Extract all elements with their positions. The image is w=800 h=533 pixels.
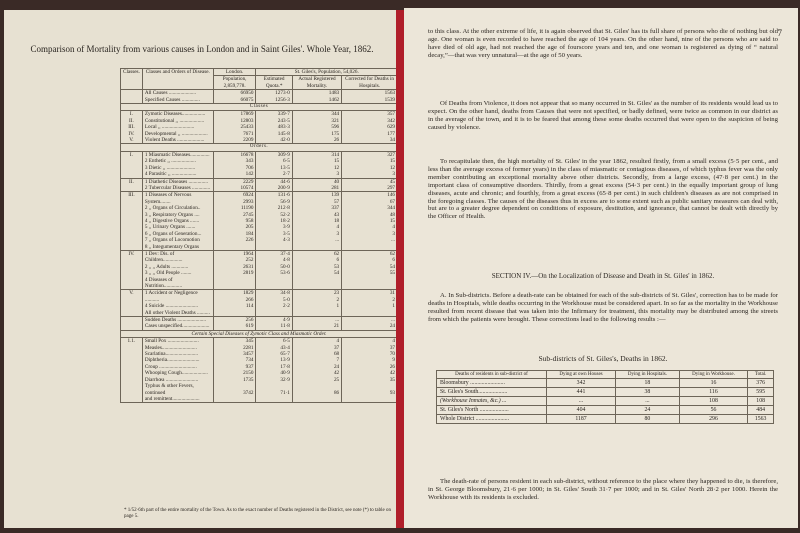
sub-table-value: 56 bbox=[679, 406, 748, 415]
sub-table-value: 16 bbox=[679, 379, 748, 388]
estimated-cell: 6·5 43·4 65·7 13·9 17·8 40·9 32·9 71·1 bbox=[256, 338, 292, 403]
header-classes: Classes. bbox=[121, 69, 143, 90]
cause-cell: 1 Accident or Negligence ........... 4 Suicide ......................... All other Violent Deaths .......... bbox=[142, 290, 213, 317]
corrected-cell: 327 15 12 3 bbox=[342, 151, 398, 178]
corrected-cell: 31 2 1 bbox=[342, 290, 398, 317]
paragraph-2: Of Deaths from Violence, it does not appear that so many occurred in St. Giles' as the number of its residents would lead us to expect. On the other hand, deaths from Causes that were not specified, or badly defined, were twice as common in our district as in the average of the town, and it is to be feared that among these some deaths occurred that were open to the suspicion of being caused by violence. bbox=[428, 100, 778, 131]
estimated-cell: 131·6 56·9 212·8 52·2 18·2 3·9 3·5 4·3 bbox=[256, 192, 292, 251]
class-cell: III. bbox=[121, 192, 143, 251]
cause-cell: 1 Dev: Dis. of Children............... 2 ,, ,, Adults ............. 3 ,, ,, Old People ........ 4 Diseases of Nutrition.............. bbox=[142, 250, 213, 289]
mortality-table bbox=[120, 68, 398, 403]
cause-cell: All Causes ..................... Specified Causes .............. bbox=[142, 90, 213, 104]
actual-cell: 1483 1462 bbox=[292, 90, 341, 104]
estimated-cell: 44·6 200·9 bbox=[256, 178, 292, 192]
sub-table-value: 484 bbox=[748, 406, 774, 415]
class-cell: IV. bbox=[121, 250, 143, 289]
title-text: Comparison of Mortality from various causes in London and in Saint Giles'. Whole Year, 1862. bbox=[30, 44, 374, 54]
sub-table-value: 1187 bbox=[546, 415, 615, 424]
paragraph-4: A. In Sub-districts. Before a death-rate can be obtained for each of the sub-districts of St. Giles', correction has to be made for deaths in Hospitals, while deaths occurring in the Workhouse must be considered apart. In so far as the mortality in the Workhouse resulted from recent disease that was taken into the Infirmary for treatment, this mortality may be distributed among the streets from which the patients were brought. These corrections lead to the following results :— bbox=[428, 292, 778, 323]
cause-cell: Sudden Deaths ...................... Cases unspecified..................... bbox=[142, 317, 213, 331]
class-cell bbox=[121, 90, 143, 104]
london-cell: 16678 343 706 142 bbox=[213, 151, 256, 178]
table-row bbox=[121, 111, 398, 144]
table-row bbox=[121, 338, 398, 403]
subdistrict-table bbox=[436, 370, 774, 424]
corrected-cell: 62 6 54 55 bbox=[342, 250, 398, 289]
london-cell: 256 619 bbox=[213, 317, 256, 331]
table-row bbox=[121, 90, 398, 104]
sub-header-cell: Deaths of residents in sub-district of bbox=[437, 371, 547, 379]
sub-header-cell: Dying at own Houses bbox=[546, 371, 615, 379]
sub-table-row bbox=[437, 388, 774, 397]
special-diseases-label: Certain Special Diseases of Zymotic Class and Miasmatic Order. bbox=[121, 330, 398, 337]
sub-table-row bbox=[437, 415, 774, 424]
sub-table-value: ... bbox=[546, 397, 615, 406]
actual-cell: 23 2 1 bbox=[292, 290, 341, 317]
right-page bbox=[404, 8, 798, 528]
sub-table-body bbox=[437, 379, 774, 424]
class-cell: I. II. III. IV. V. bbox=[121, 111, 143, 144]
estimated-cell: 1273·0 1256·3 bbox=[256, 90, 292, 104]
sub-table-value: 342 bbox=[546, 379, 615, 388]
actual-cell: 40 281 bbox=[292, 178, 341, 192]
sub-table-value: 24 bbox=[616, 406, 680, 415]
corrected-cell: 146 67 344 48 15 4 3 ... bbox=[342, 192, 398, 251]
paragraph-3: To recapitulate then, the high mortality of St. Giles' in the year 1862, resulted firstly, from a small excess (5·5 per cent., and less than the average excess of former years) in the class of miasmatic or contagious diseases, of which typhus fever was the only member contributing an exceptional mortality above other districts. Secondly, from a large excess, (47·8 per cent.) in the important class of consumptive disorders. Thirdly, from a great excess (54·3 per cent.) in the equally important group of lung diseases, acute and chronic; and fourthly, from a great excess (65·8 per cent.) in such children's diseases as are not comprised in the foregoing classes. The causes of the diseases thus in excess are to some extent such as public sanitary measures can deal with, but are to a greater degree dependent on conditions of exposure, destitution, and ignorance, that cannot be dealt with directly by the Officer of Health. bbox=[428, 158, 778, 221]
sub-table-value: 296 bbox=[679, 415, 748, 424]
sub-table-row bbox=[437, 397, 774, 406]
sub-table-value: 80 bbox=[616, 415, 680, 424]
header-causes: Classes and Orders of Disease. bbox=[142, 69, 213, 90]
sub-table-title: Sub-districts of St. Giles's, Deaths in 1862. bbox=[538, 354, 668, 363]
class-cell: V. bbox=[121, 290, 143, 317]
table-title bbox=[12, 44, 392, 54]
actual-cell: 62 6 53 54 bbox=[292, 250, 341, 289]
sub-table-value: 376 bbox=[748, 379, 774, 388]
estimated-cell: 34·8 5·0 2·2 bbox=[256, 290, 292, 317]
sub-table-value: 108 bbox=[748, 397, 774, 406]
london-cell: 1964 252 2631 2819 bbox=[213, 250, 256, 289]
actual-cell: 4 37 68 7 24 42 25 86 bbox=[292, 338, 341, 403]
table-row bbox=[121, 151, 398, 178]
paragraph-1: to this class. At the other extreme of life, it is again observed that St. Giles' has its full share of persons who die of nothing but old age. One woman is even recorded to have reached the age of 104 years. On the other hand, nine of the persons who are said to have died of old age, had not reached the age of fourscore years and ten, and one woman is registered as dying of “ natural decay,”—that was very unnatural—at the age of 50 years. bbox=[428, 28, 778, 59]
actual-cell: 314 15 12 3 bbox=[292, 151, 341, 178]
sub-table-value: 38 bbox=[616, 388, 680, 397]
class-cell: II. bbox=[121, 178, 143, 192]
actual-cell: ... 21 bbox=[292, 317, 341, 331]
corrected-cell: 4 37 70 9 26 42 35 93 bbox=[342, 338, 398, 403]
section-label: Classes bbox=[121, 104, 398, 111]
table-body bbox=[121, 90, 398, 403]
cause-cell: 1 Diathetic Diseases ............... 2 Tubercular Diseases .............. bbox=[142, 178, 213, 192]
header-actual: Actual Registered Mortality. bbox=[292, 76, 341, 90]
corrected-cell: 1563 1539 bbox=[342, 90, 398, 104]
table-row bbox=[121, 178, 398, 192]
sub-table-value: 116 bbox=[679, 388, 748, 397]
sub-district-name: St. Giles's South.................... bbox=[437, 388, 547, 397]
left-page bbox=[4, 10, 402, 528]
table-row bbox=[121, 104, 398, 111]
london-cell: 17869 12803 25433 7671 2209 bbox=[213, 111, 256, 144]
sub-table-value: 108 bbox=[679, 397, 748, 406]
section-label: Orders. bbox=[121, 144, 398, 151]
header-population: Population, 2,859,778. bbox=[213, 76, 256, 90]
sub-district-name: St. Giles's North .................... bbox=[437, 406, 547, 415]
table-row bbox=[121, 290, 398, 317]
sub-district-name: Bloomsbury ........................ bbox=[437, 379, 547, 388]
london-cell: 66950 66075 bbox=[213, 90, 256, 104]
actual-cell: 344 321 596 175 26 bbox=[292, 111, 341, 144]
table-row bbox=[121, 250, 398, 289]
estimated-cell: 309·9 6·5 13·5 2·7 bbox=[256, 151, 292, 178]
table-row bbox=[121, 144, 398, 151]
cause-cell: Small Pox ........................ Measles........................... Scarlatina......................... Diphtheria......................... Croup ............................. Whooping Cough.................... Diarrhœa ......................... Typhus & other Fevers, continued and remittent..................... bbox=[142, 338, 213, 403]
header-stgiles: St. Giles's, Population, 54,026. bbox=[256, 69, 398, 76]
london-cell: 1829 266 114 bbox=[213, 290, 256, 317]
header-estimated: Estimated Quota.* bbox=[256, 76, 292, 90]
sub-table-row bbox=[437, 379, 774, 388]
sub-table-value: ... bbox=[616, 397, 680, 406]
cause-cell: Zymotic Diseases.................. Constitutional ,, ................... Local ,, ......................... Developmental ,, .................... Violent Deaths ..................... bbox=[142, 111, 213, 144]
table-row bbox=[121, 192, 398, 251]
sub-table-value: 441 bbox=[546, 388, 615, 397]
table-row bbox=[121, 330, 398, 337]
sub-table-value: 404 bbox=[546, 406, 615, 415]
class-cell: I. bbox=[121, 151, 143, 178]
footnote: * 1/52·6th part of the entire mortality of the Town. As to the exact number of Deaths registered in the District, see note (*) to table on page 5. bbox=[124, 508, 391, 519]
london-cell: 345 2281 3457 734 937 2150 1735 3742 bbox=[213, 338, 256, 403]
table-row bbox=[121, 317, 398, 331]
corrected-cell: ... 24 bbox=[342, 317, 398, 331]
section-heading: SECTION IV.—On the Localization of Disease and Death in St. Giles' in 1862. bbox=[491, 272, 715, 280]
cause-cell: 1 Miasmatic Diseases............... 2 Enthetic ,, ................... 3 Dietic ,, ...................... 4 Parasitic ,, ................... bbox=[142, 151, 213, 178]
sub-table-header bbox=[437, 371, 774, 379]
london-cell: 6924 2993 11190 2745 958 205 184 226 bbox=[213, 192, 256, 251]
sub-table-value: 1563 bbox=[748, 415, 774, 424]
cause-cell: 1 Diseases of Nervous System........ 2 ,, Organs of Circulation.. 3 ,, Respiratory Organs .... 4 ,, Digestive Organs ....... 5 ,, Urinary Organs ....... 6 ,, Organs of Generation... 7 ,, Organs of Locomotion 8 ,, Integumentary Organs bbox=[142, 192, 213, 251]
paragraph-5: The death-rate of persons resident in each sub-district, without reference to the place where they happened to die, is therefore, in St. George Bloomsbury, 21·6 per 1000; in St. Giles' South 31·7 per 1000; and in St. Giles' North 28·2 per 1000. Herein the Workhouse with its residents is excluded. bbox=[428, 478, 778, 501]
class-cell bbox=[121, 317, 143, 331]
estimated-cell: 37·4 4·8 50·0 53·6 bbox=[256, 250, 292, 289]
sub-district-name: (Workhouse Inmates, &c.) ... bbox=[437, 397, 547, 406]
corrected-cell: 45 297 bbox=[342, 178, 398, 192]
sub-header-cell: Dying in Hospitals. bbox=[616, 371, 680, 379]
estimated-cell: 4·9 11·8 bbox=[256, 317, 292, 331]
page-number: 7 bbox=[777, 28, 782, 38]
sub-table-value: 18 bbox=[616, 379, 680, 388]
sub-table-row bbox=[437, 406, 774, 415]
sub-header-cell: Total. bbox=[748, 371, 774, 379]
header-corrected: Corrected for Deaths in Hospitals. bbox=[342, 76, 398, 90]
london-cell: 2229 10574 bbox=[213, 178, 256, 192]
sub-district-name: Whole District ....................... bbox=[437, 415, 547, 424]
sub-table-value: 595 bbox=[748, 388, 774, 397]
actual-cell: 139 57 337 43 18 4 3 ... bbox=[292, 192, 341, 251]
header-london: London. bbox=[213, 69, 256, 76]
class-cell: 1.1. bbox=[121, 338, 143, 403]
corrected-cell: 357 342 629 177 34 bbox=[342, 111, 398, 144]
estimated-cell: 339·7 243·5 483·3 145·8 42·0 bbox=[256, 111, 292, 144]
sub-header-cell: Dying in Workhouse. bbox=[679, 371, 748, 379]
